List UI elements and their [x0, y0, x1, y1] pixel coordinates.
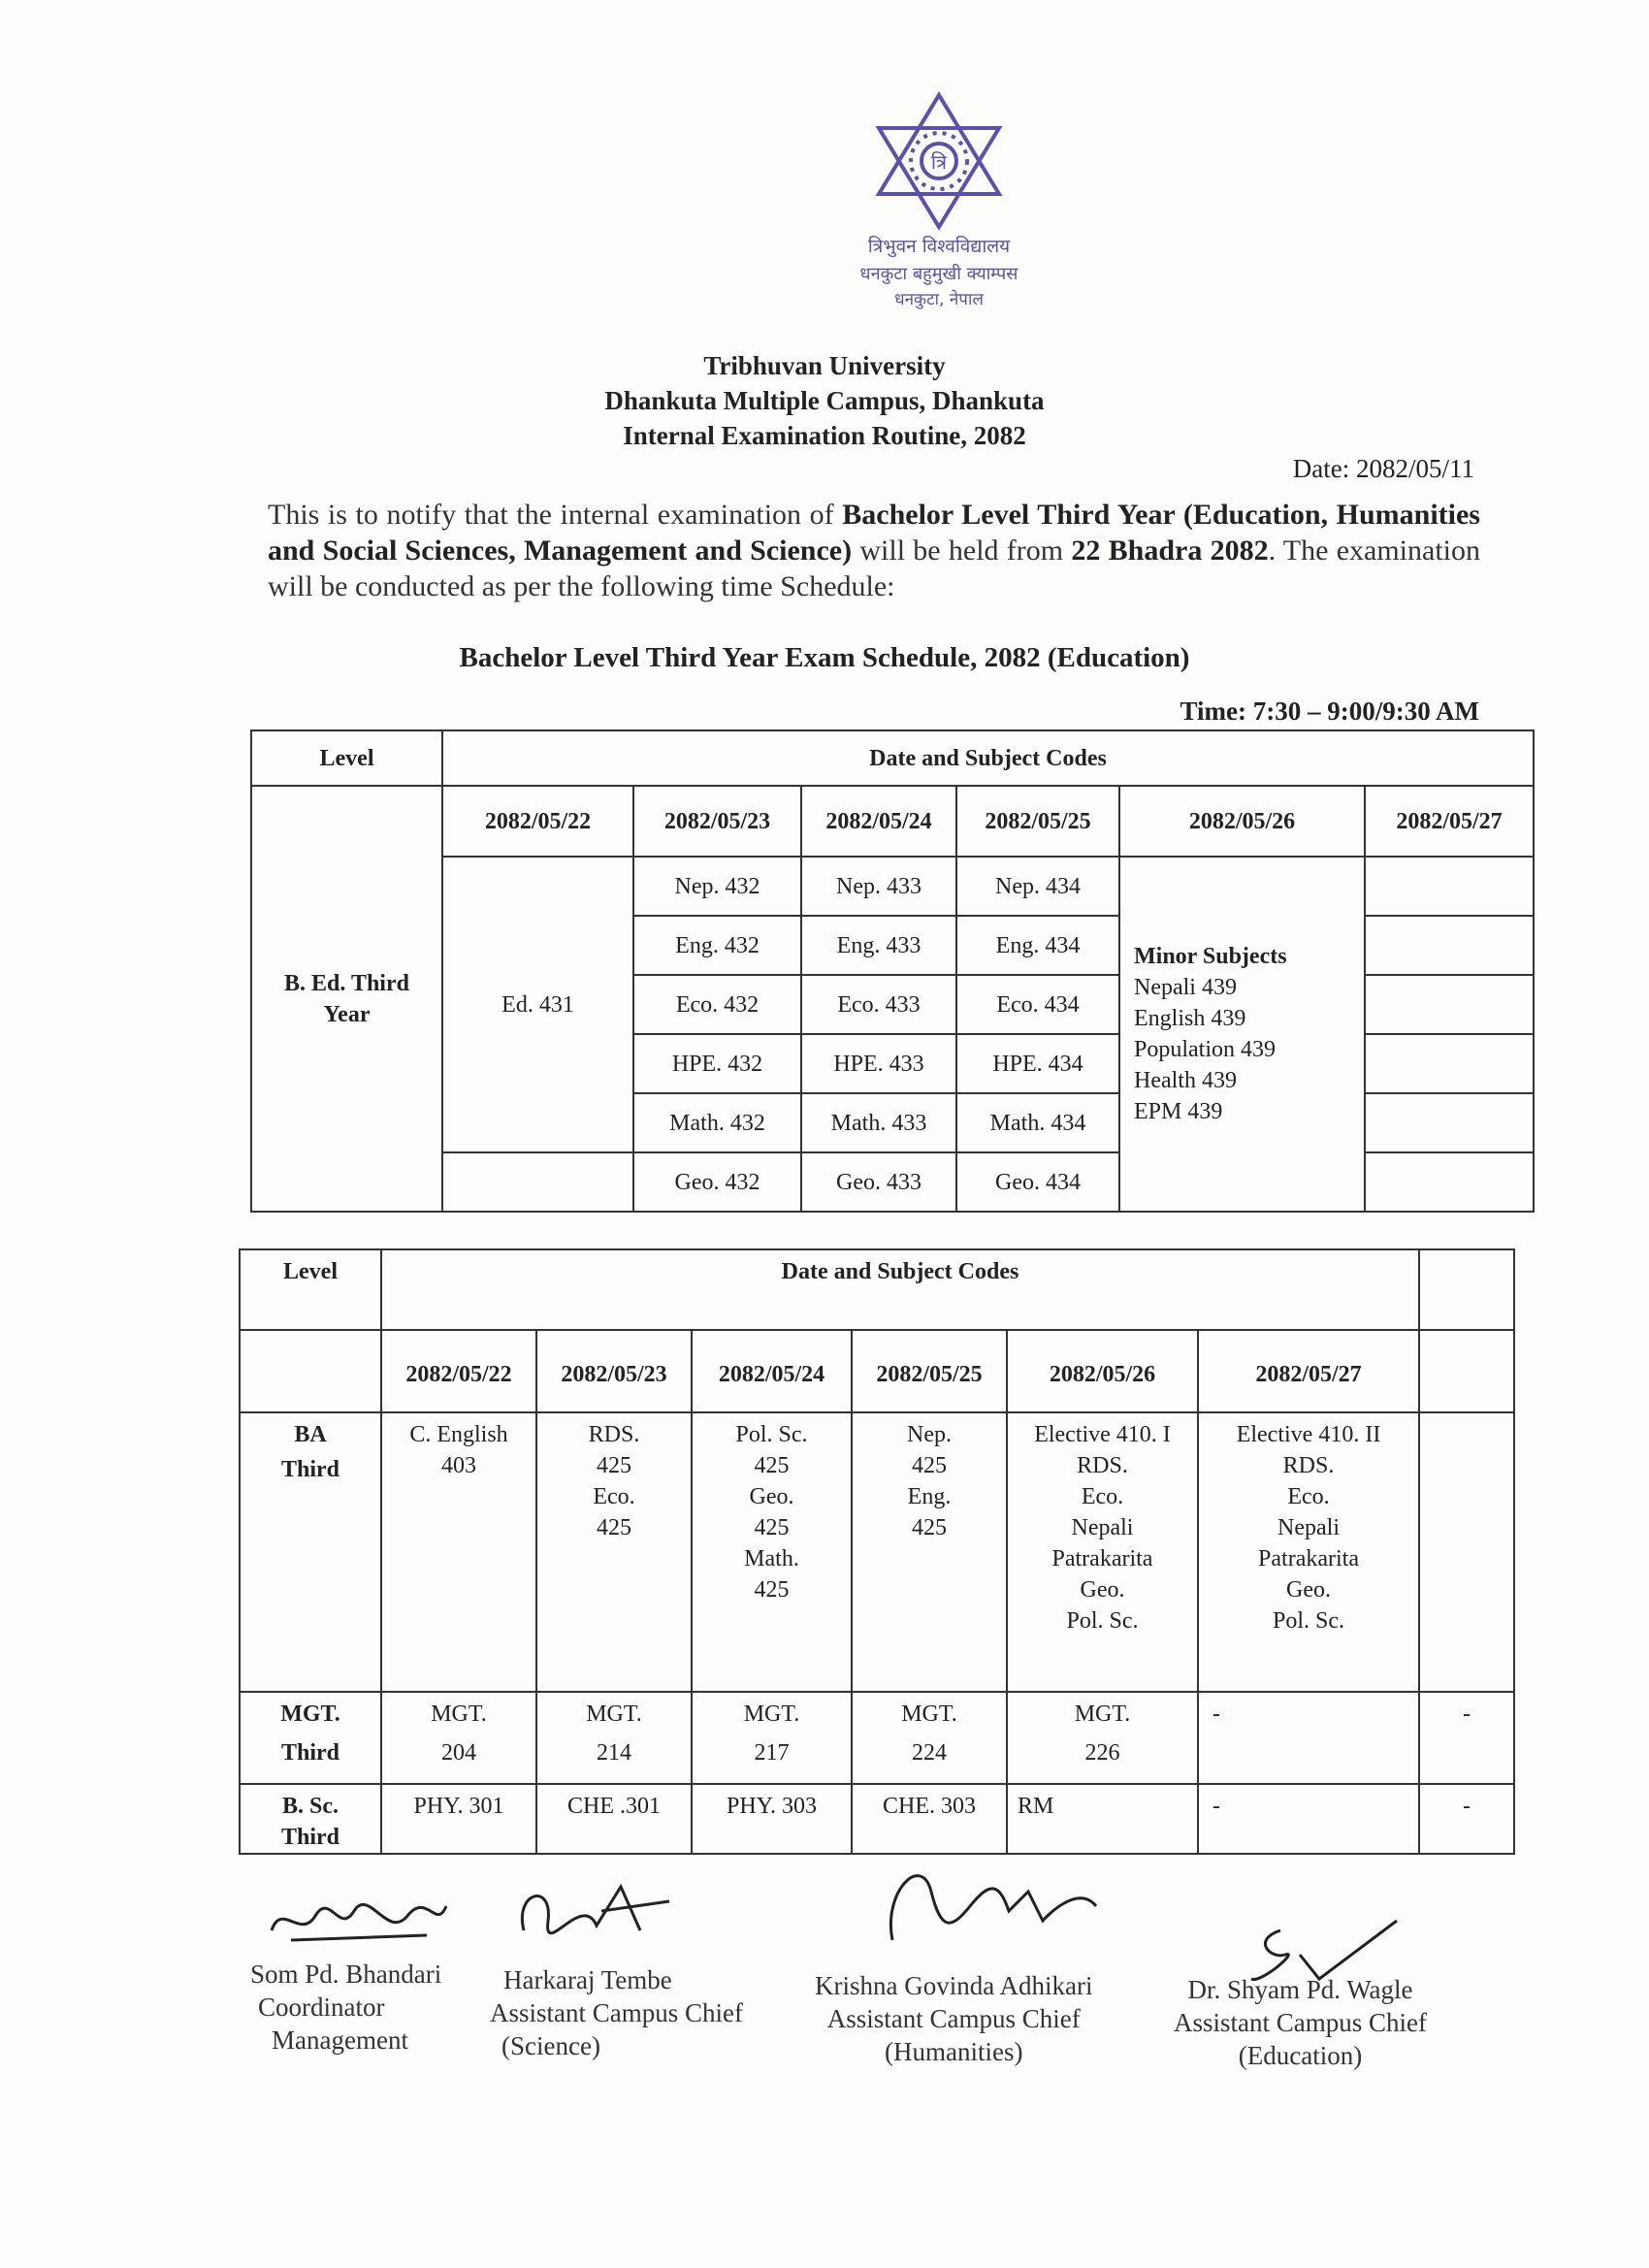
subject-line: 217 [754, 1740, 790, 1766]
subject-line: 226 [1084, 1740, 1120, 1766]
subject-cell: Nep. 432 [633, 857, 801, 916]
subject-cell [536, 1692, 692, 1784]
subject-line: 425 [597, 1453, 631, 1478]
subject-cell: Eng. 434 [956, 916, 1119, 975]
subject-line: Patrakarita [1051, 1546, 1153, 1571]
subject-line: - [1212, 1701, 1220, 1727]
subject-line: Eco. [1081, 1484, 1124, 1509]
document-title: Internal Examination Routine, 2082 [623, 421, 1026, 450]
subject-cell: Eco. 433 [801, 975, 956, 1034]
subject-line: PHY. 301 [413, 1794, 504, 1819]
subject-line: RM [1018, 1794, 1054, 1819]
minor-subject: Nepali 439 [1134, 975, 1237, 1000]
subject-cell [852, 1784, 1007, 1854]
subject-line: - [1212, 1794, 1220, 1819]
subject-cell: Eco. 432 [633, 975, 801, 1034]
subject-line: Geo. [749, 1484, 794, 1509]
subject-line: CHE. 303 [883, 1794, 976, 1819]
empty-cell [240, 1330, 381, 1412]
subject-cell: HPE. 434 [956, 1034, 1119, 1093]
subject-cell [852, 1412, 1007, 1692]
subject-cell: HPE. 432 [633, 1034, 801, 1093]
subject-line: 425 [912, 1515, 947, 1540]
subject-cell: Geo. 434 [956, 1152, 1119, 1212]
extra-cell [1419, 1412, 1514, 1692]
subject-line: RDS. [1282, 1453, 1335, 1478]
day1-subject: Ed. 431 [442, 857, 633, 1152]
svg-text:त्रि: त्रि [930, 150, 948, 174]
signatory-2: Harkaraj Tembe Assistant Campus Chief (Science) [490, 1965, 743, 2060]
subject-line: 425 [754, 1577, 790, 1603]
subject-cell: Math. 432 [633, 1093, 801, 1152]
subject-line: Pol. Sc. [735, 1422, 808, 1447]
subject-line: Eco. [593, 1484, 635, 1509]
subject-cell: Nep. 434 [956, 857, 1119, 916]
subject-cell [692, 1692, 852, 1784]
subject-line: 224 [912, 1740, 947, 1766]
empty-cell [1365, 1152, 1534, 1212]
level-label: Third [280, 1457, 340, 1482]
level-header: Level [240, 1249, 381, 1330]
signature-mark [863, 1853, 1116, 1960]
level-cell [240, 1692, 381, 1784]
date-header: 2082/05/22 [442, 786, 633, 857]
subject-line: 425 [912, 1453, 947, 1478]
ba-mgt-bsc-schedule-table [239, 1248, 1515, 1855]
date-header: 2082/05/26 [1007, 1330, 1198, 1412]
date-header: 2082/05/27 [1198, 1330, 1419, 1412]
subject-line: Patrakarita [1258, 1546, 1359, 1571]
level-bed-third: B. Ed. Third Year [251, 786, 442, 1212]
subject-cell [1007, 1412, 1198, 1692]
subject-cell: Nep. 433 [801, 857, 956, 916]
subject-cell: Eco. 434 [956, 975, 1119, 1034]
date-header: 2082/05/22 [381, 1330, 536, 1412]
table-row [240, 1692, 1514, 1784]
date-header: 2082/05/26 [1119, 786, 1365, 857]
subject-line: Nepali [1071, 1515, 1134, 1540]
subject-line: 403 [441, 1453, 476, 1478]
university-name: Tribhuvan University [703, 351, 946, 380]
subject-line: 425 [597, 1515, 631, 1540]
subject-cell [692, 1412, 852, 1692]
date-header: 2082/05/23 [536, 1330, 692, 1412]
subject-cell [536, 1784, 692, 1854]
subject-line: Nepali [1277, 1515, 1340, 1540]
subject-line: Geo. [1080, 1577, 1125, 1603]
subject-cell [1198, 1784, 1419, 1854]
subject-line: RDS. [588, 1422, 640, 1447]
empty-cell [1365, 857, 1534, 916]
subject-line: C. English [409, 1422, 508, 1447]
minor-subject: Population 439 [1134, 1037, 1277, 1062]
empty-cell [1419, 1249, 1514, 1330]
subject-line: MGT. [901, 1701, 957, 1727]
subject-cell [692, 1784, 852, 1854]
signature-mark [504, 1872, 679, 1950]
extra-cell: - [1419, 1784, 1514, 1854]
subject-cell: HPE. 433 [801, 1034, 956, 1093]
exam-time: Time: 7:30 – 9:00/9:30 AM [1180, 697, 1479, 726]
notice-paragraph: This is to notify that the internal examination of Bachelor Level Third Year (Education, Humanities and Social Sciences, Management and Science) will be held from 22 Bhadra 2082. The examination will be conducted as per the following time Schedule: [268, 499, 1480, 602]
subject-cell: Eng. 433 [801, 916, 956, 975]
subject-line: Pol. Sc. [1066, 1608, 1139, 1634]
extra-cell: - [1419, 1692, 1514, 1784]
subject-line: Elective 410. I [1034, 1422, 1171, 1447]
signatures [0, 1872, 1649, 2086]
subject-line: Math. [744, 1546, 799, 1571]
signatory-1: Som Pd. Bhandari Coordinator Management [250, 1960, 442, 2055]
subject-line: MGT. [743, 1701, 800, 1727]
subject-line: 425 [754, 1515, 790, 1540]
level-cell [240, 1412, 381, 1692]
level-label: Third [280, 1825, 340, 1850]
empty-cell [1419, 1330, 1514, 1412]
level-cell [240, 1784, 381, 1854]
date-header: 2082/05/24 [801, 786, 956, 857]
subject-cell [852, 1692, 1007, 1784]
level-label: Third [280, 1740, 340, 1766]
subject-line: 425 [754, 1453, 790, 1478]
subject-cell [1198, 1412, 1419, 1692]
subject-cell: Geo. 433 [801, 1152, 956, 1212]
subject-cell: Geo. 432 [633, 1152, 801, 1212]
date-header: 2082/05/24 [692, 1330, 852, 1412]
schedule-title: Bachelor Level Third Year Exam Schedule, 2082 (Education) [459, 642, 1190, 673]
level-label: MGT. [280, 1701, 340, 1727]
level-label: B. Sc. [281, 1794, 339, 1819]
subject-cell [381, 1412, 536, 1692]
table-row [240, 1412, 1514, 1692]
subject-line: Geo. [1286, 1577, 1331, 1603]
subject-cell: Eng. 432 [633, 916, 801, 975]
date-header: 2082/05/25 [852, 1330, 1007, 1412]
university-seal-logo [795, 89, 1067, 310]
subject-cell [381, 1784, 536, 1854]
subject-cell: Math. 434 [956, 1093, 1119, 1152]
subject-cell [1007, 1692, 1198, 1784]
signature-mark [262, 1892, 456, 1960]
subject-line: CHE .301 [567, 1794, 661, 1819]
empty-cell [1365, 1093, 1534, 1152]
empty-cell [1365, 916, 1534, 975]
minor-subjects-title: Minor Subjects [1134, 944, 1287, 969]
subject-cell: Math. 433 [801, 1093, 956, 1152]
level-header: Level [251, 730, 442, 786]
signatory-3: Krishna Govinda Adhikari Assistant Campus Chief (Humanities) [815, 1971, 1093, 2066]
subject-line: Pol. Sc. [1273, 1608, 1345, 1634]
subject-line: MGT. [431, 1701, 487, 1727]
subject-cell [536, 1412, 692, 1692]
subject-line: 204 [441, 1740, 476, 1766]
subject-line: MGT. [1074, 1701, 1131, 1727]
empty-cell [1365, 1034, 1534, 1093]
education-schedule-table [250, 729, 1535, 1213]
subject-line: Eng. [907, 1484, 952, 1509]
svg-text:धनकुटा बहुमुखी क्याम्पस: धनकुटा बहुमुखी क्याम्पस [859, 264, 1018, 284]
empty-cell [442, 1152, 633, 1212]
campus-name: Dhankuta Multiple Campus, Dhankuta [604, 386, 1045, 415]
subject-cell [1007, 1784, 1198, 1854]
svg-text:त्रिभुवन विश्वविद्यालय: त्रिभुवन विश्वविद्यालय [867, 236, 1011, 257]
signatory-4: Dr. Shyam Pd. Wagle Assistant Campus Chief (Education) [1174, 1975, 1427, 2070]
minor-subject: EPM 439 [1134, 1099, 1223, 1124]
subject-cell [1198, 1692, 1419, 1784]
empty-cell [1365, 975, 1534, 1034]
subject-line: 214 [597, 1740, 631, 1766]
minor-subject: English 439 [1134, 1006, 1246, 1031]
svg-text:धनकुटा, नेपाल: धनकुटा, नेपाल [894, 290, 984, 309]
date-codes-header: Date and Subject Codes [442, 730, 1534, 786]
date-header: 2082/05/27 [1365, 786, 1534, 857]
subject-line: Eco. [1287, 1484, 1330, 1509]
subject-line: Nep. [907, 1422, 952, 1447]
subject-line: PHY. 303 [727, 1794, 817, 1819]
date-codes-header: Date and Subject Codes [381, 1249, 1419, 1330]
minor-subjects-cell [1119, 857, 1365, 1212]
level-label: BA [294, 1422, 327, 1447]
date-header: 2082/05/25 [956, 786, 1119, 857]
subject-cell [381, 1692, 536, 1784]
notice-date: Date: 2082/05/11 [1292, 454, 1474, 483]
minor-subject: Health 439 [1134, 1068, 1237, 1093]
subject-line: MGT. [586, 1701, 642, 1727]
subject-line: RDS. [1077, 1453, 1128, 1478]
table-row [240, 1784, 1514, 1854]
subject-line: Elective 410. II [1236, 1422, 1381, 1447]
date-header: 2082/05/23 [633, 786, 801, 857]
